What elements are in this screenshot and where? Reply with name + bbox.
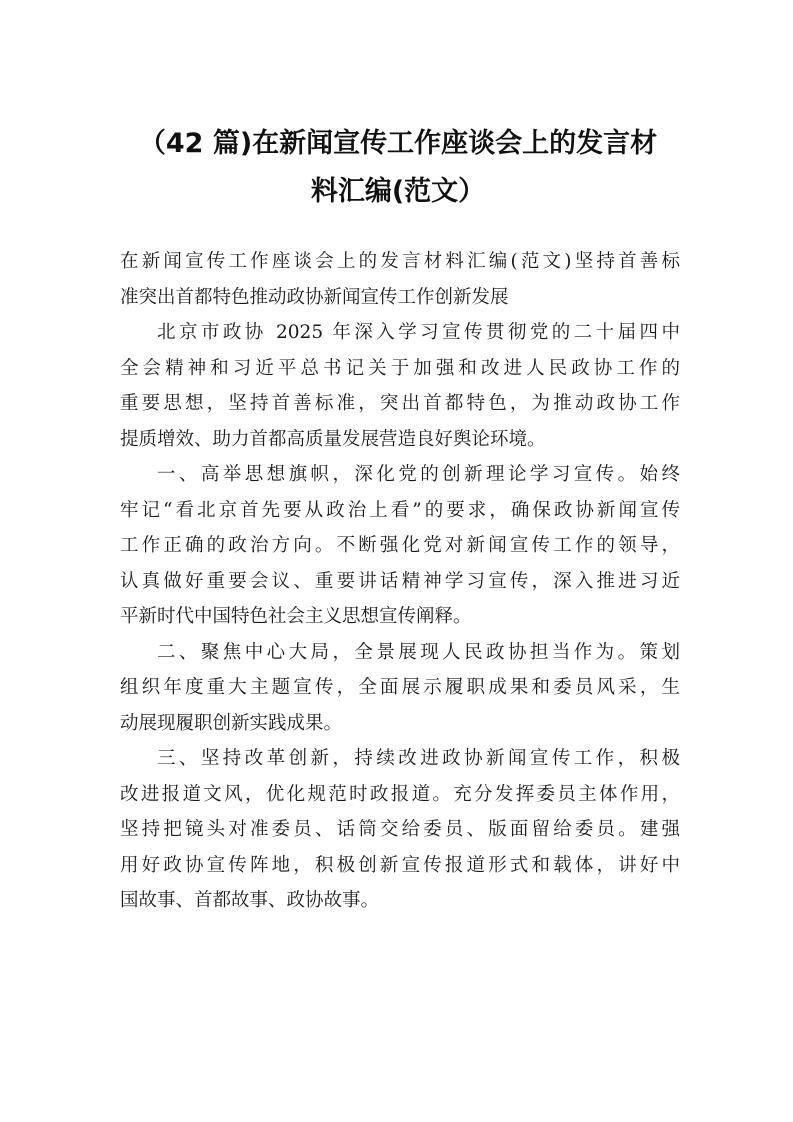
- text-line: 平新时代中国特色社会主义思想宣传阐释。: [120, 606, 472, 627]
- text-line: 认真做好重要会议、重要讲话精神学习宣传，深入推进习近: [120, 570, 680, 592]
- text-line: 牢记“看北京首先要从政治上看”的要求，确保政协新闻宣传: [120, 499, 680, 521]
- text-line: 国故事、首都故事、政协故事。: [120, 890, 380, 911]
- paragraph-section-3: [120, 741, 680, 919]
- text-line: 全会精神和习近平总书记关于加强和改进人民政协工作的: [120, 357, 680, 379]
- text-line: 动展现履职创新实践成果。: [120, 712, 343, 734]
- text-line: 一、高举思想旗帜，深化党的创新理论学习宣传。始终: [157, 464, 680, 485]
- document-title-line-2: 料汇编(范文）: [310, 176, 486, 207]
- text-line: 工作正确的政治方向。不断强化党对新闻宣传工作的领导，: [120, 535, 680, 556]
- text-line: 重要思想，坚持首善标准，突出首都特色，为推动政协工作: [120, 393, 680, 414]
- paragraph-section-1: [120, 457, 680, 635]
- text-line: 组织年度重大主题宣传，全面展示履职成果和委员风采，生: [120, 677, 680, 698]
- document-body: [120, 244, 680, 919]
- text-line: 北京市政协 2025 年深入学习宣传贯彻党的二十届四中: [157, 322, 680, 343]
- text-line: 在新闻宣传工作座谈会上的发言材料汇编(范文)坚持首善标: [120, 251, 680, 272]
- text-line: 准突出首都特色推动政协新闻宣传工作创新发展: [120, 286, 509, 308]
- text-line: 坚持把镜头对准委员、话筒交给委员、版面留给委员。建强: [120, 819, 680, 840]
- document-title: [112, 120, 684, 216]
- text-line: 三、坚持改革创新，持续改进政协新闻宣传工作，积极: [157, 748, 680, 769]
- paragraph-intro: [120, 244, 680, 315]
- text-line: 用好政协宣传阵地，积极创新宣传报道形式和载体，讲好中: [120, 854, 680, 876]
- text-line: 提质增效、助力首都高质量发展营造良好舆论环境。: [120, 428, 546, 450]
- paragraph-section-2: [120, 635, 680, 742]
- text-line: 改进报道文风，优化规范时政报道。充分发挥委员主体作用，: [120, 783, 680, 805]
- text-line: 二、聚焦中心大局，全景展现人民政协担当作为。策划: [157, 641, 680, 663]
- paragraph-overview: [120, 315, 680, 457]
- document-title-line-1: （42 篇)在新闻宣传工作座谈会上的发言材: [138, 128, 658, 159]
